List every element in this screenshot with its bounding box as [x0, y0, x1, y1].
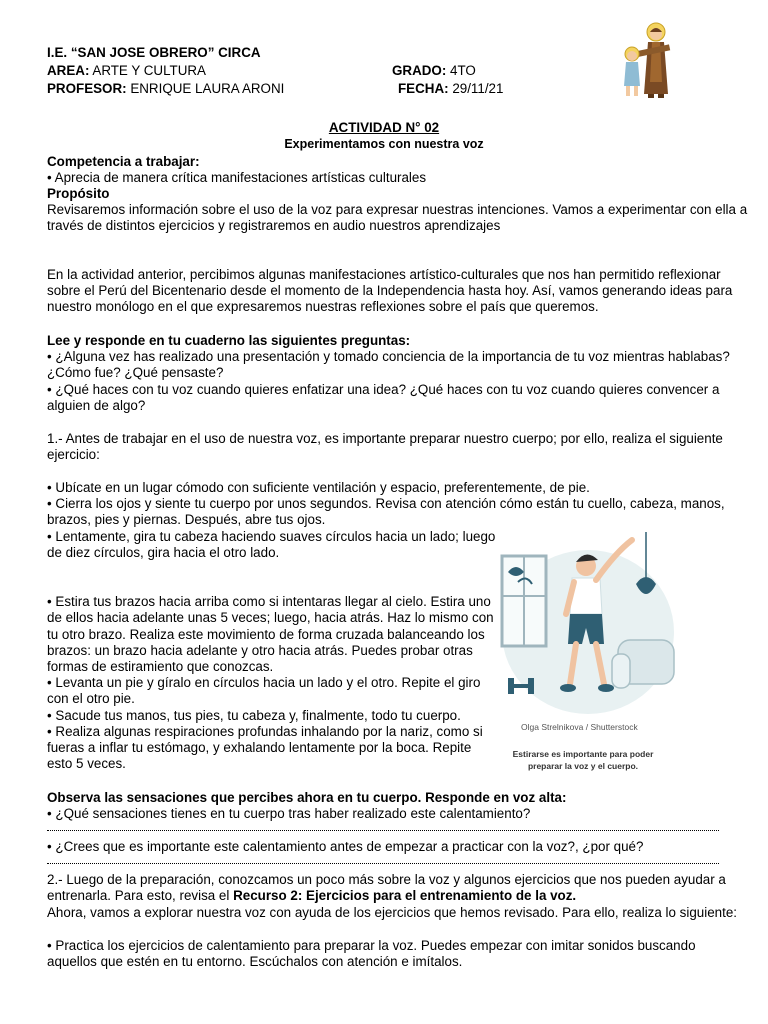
ejercicio-line: • Realiza algunas respiraciones profundas inhalando por la nariz, como si: [47, 724, 483, 739]
observa-heading: Observa las sensaciones que percibes ahora en tu cuerpo. Responde en voz alta:: [47, 790, 567, 805]
activity-title: ACTIVIDAD N° 02: [328, 120, 440, 135]
figure-caption-line: preparar la voz y el cuerpo.: [527, 761, 639, 771]
pregunta-line: • ¿Alguna vez has realizado una presentación y tomado conciencia de la importancia de tu voz mientras hablabas?: [47, 349, 730, 364]
pregunta-line: alguien de algo?: [47, 398, 146, 413]
ejercicio-line: • Lentamente, gira tu cabeza haciendo suaves círculos hacia un lado; luego: [47, 529, 496, 544]
recurso-reference: Recurso 2: Ejercicios para el entrenamiento de la voz.: [233, 888, 577, 903]
stretching-person-illustration: [496, 532, 676, 772]
area-value: ARTE Y CULTURA: [89, 63, 206, 78]
grade-value: 4TO: [446, 63, 476, 78]
saint-joseph-child-icon: [614, 22, 682, 100]
ejercicio-line: • Levanta un pie y gíralo en círculos hacia un lado y el otro. Repite el giro: [47, 675, 481, 690]
competencia-heading: Competencia a trabajar:: [47, 154, 200, 169]
proposito-line: Revisaremos información sobre el uso de la voz para expresar nuestras intenciones. Vamos a experimentar con ella a: [47, 202, 748, 217]
proposito-heading: Propósito: [47, 186, 110, 201]
step2-text: entrenarla. Para esto, revisa el: [47, 888, 234, 903]
figure-caption: [500, 748, 666, 772]
ejercicio-line: brazos: un brazo hacia adelante y otro hacia atrás. Puedes probar otras: [47, 643, 473, 658]
preguntas-heading: Lee y responde en tu cuaderno las siguientes preguntas:: [47, 333, 411, 348]
ejercicio-line: brazos, pies y piernas. Después, abre tus ojos.: [47, 512, 326, 527]
ejercicio-line: de ellos hacia adelante unas 5 veces; luego, hacia atrás. Haz lo mismo con: [47, 610, 494, 625]
ejercicio-line: • Cierra los ojos y siente tu cuerpo por unos segundos. Revisa con atención cómo están tu cuello, cabeza, manos,: [47, 496, 725, 511]
ejercicio-line: con el otro pie.: [47, 691, 135, 706]
observa-question: • ¿Crees que es importante este calentamiento antes de empezar a practicar con la voz?, ¿por qué?: [47, 839, 644, 854]
teacher-label: PROFESOR:: [47, 81, 127, 96]
date-label: FECHA:: [398, 81, 449, 96]
figure-caption-line: Estirarse es importante para poder: [512, 749, 654, 759]
ejercicio-line: formas de estiramiento que conozcas.: [47, 659, 274, 674]
practice-line: aquellos que estén en tu entorno. Escúchalos con atención e imítalos.: [47, 954, 463, 969]
step2-line: 2.- Luego de la preparación, conozcamos un poco más sobre la voz y algunos ejercicios que nos pueden ayudar a: [47, 872, 726, 887]
ejercicio-line: • Ubícate en un lugar cómodo con suficiente ventilación y espacio, preferentemente, de pie.: [47, 480, 590, 495]
teacher-value: ENRIQUE LAURA ARONI: [126, 81, 285, 96]
ejercicio-line: fueras a inflar tu estómago, y exhalando lentamente por la boca. Repite: [47, 740, 472, 755]
grade-row: [392, 62, 476, 79]
intro-line: nuestro monólogo en el que expresaremos nuestras reflexiones sobre el país que queremos.: [47, 299, 599, 314]
figure-credit: Olga Strelnikova / Shutterstock: [521, 722, 638, 732]
step1-line: 1.- Antes de trabajar en el uso de nuestra voz, es importante preparar nuestro cuerpo; por ello, realiza el siguiente: [47, 431, 723, 446]
step2-line: Ahora, vamos a explorar nuestra voz con ayuda de los ejercicios que hemos revisado. Para ello, realiza lo siguiente:: [47, 905, 737, 920]
grade-label: GRADO:: [392, 63, 447, 78]
teacher-row: [47, 80, 284, 97]
area-row: [47, 62, 206, 79]
intro-line: sobre el Perú del Bicentenario desde el momento de la Independencia hasta hoy. Así, vamos generando ideas para: [47, 283, 733, 298]
ejercicio-line: tu otro brazo. Realiza este movimiento de forma cruzada balanceando los: [47, 627, 485, 642]
answer-line: [47, 861, 719, 864]
observa-question: • ¿Qué sensaciones tienes en tu cuerpo tras haber realizado este calentamiento?: [47, 806, 531, 821]
ejercicio-line: • Estira tus brazos hacia arriba como si intentaras llegar al cielo. Estira uno: [47, 594, 491, 609]
ejercicio-line: de diez círculos, gira hacia el otro lado.: [47, 545, 280, 560]
step2-line: [47, 887, 576, 904]
intro-line: En la actividad anterior, percibimos algunas manifestaciones artístico-culturales que nos han permitido reflexionar: [47, 267, 721, 282]
competencia-item: • Aprecia de manera crítica manifestaciones artísticas culturales: [47, 170, 427, 185]
date-row: [398, 80, 503, 97]
step1-line: ejercicio:: [47, 447, 100, 462]
date-value: 29/11/21: [448, 81, 504, 96]
pregunta-line: ¿Cómo fue? ¿Qué pensaste?: [47, 365, 224, 380]
activity-subtitle: Experimentamos con nuestra voz: [284, 137, 484, 151]
area-label: AREA:: [47, 63, 90, 78]
practice-line: • Practica los ejercicios de calentamiento para preparar la voz. Puedes empezar con imitar sonidos buscando: [47, 938, 696, 953]
ejercicio-line: esto 5 veces.: [47, 756, 126, 771]
school-name: I.E. “SAN JOSE OBRERO” CIRCA: [47, 45, 261, 60]
answer-line: [47, 828, 719, 831]
proposito-line: través de distintos ejercicios y registraremos en audio nuestros aprendizajes: [47, 218, 501, 233]
pregunta-line: • ¿Qué haces con tu voz cuando quieres enfatizar una idea? ¿Qué haces con tu voz cuando quieres convencer a: [47, 382, 720, 397]
ejercicio-line: • Sacude tus manos, tus pies, tu cabeza y, finalmente, todo tu cuerpo.: [47, 708, 461, 723]
